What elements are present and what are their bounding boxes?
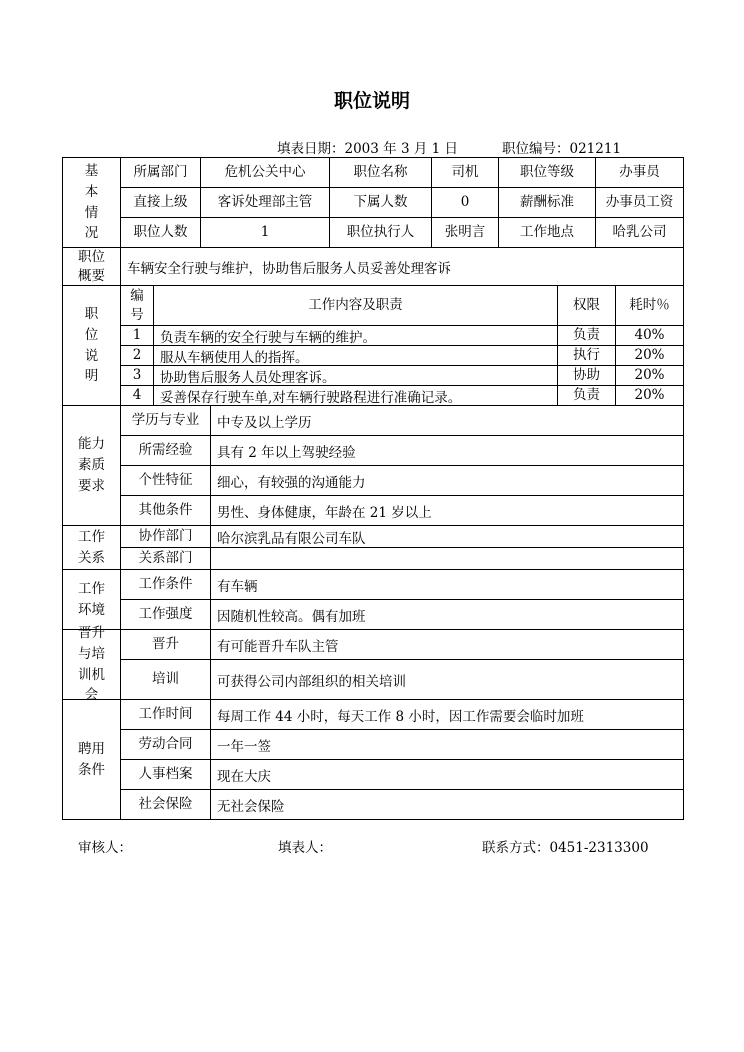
basic-field-label: 薪酬标准: [498, 187, 596, 218]
training-label: 培训: [120, 659, 211, 700]
basic-field-label: 职位人数: [120, 217, 201, 248]
basic-field-value: 客诉处理部主管: [200, 187, 330, 218]
employment-label: 劳动合同: [120, 729, 211, 760]
duty-cell: 负责: [557, 325, 616, 346]
section-basic-text: 基本情况: [84, 162, 99, 242]
duty-cell: 协助: [557, 365, 616, 386]
section-relations-text: 工作关系: [78, 528, 105, 566]
environment-value: 因随机性较高。偶有加班: [210, 599, 684, 630]
duty-cell: 执行: [557, 345, 616, 366]
duty-cell: 服从车辆使用人的指挥。: [153, 345, 558, 366]
basic-field-label: 下属人数: [329, 187, 432, 218]
training-label: 晋升: [120, 629, 211, 660]
basic-field-value: 张明言: [431, 217, 499, 248]
relations-label: 关系部门: [120, 547, 211, 570]
employment-value: 一年一签: [210, 729, 684, 760]
section-training-text: 晋升与培训机会: [78, 624, 105, 704]
filler-label: 填表人：: [278, 840, 332, 856]
basic-field-value: 危机公关中心: [200, 157, 330, 188]
basic-field-label: 职位名称: [329, 157, 432, 188]
duties-header-text: 工作内容及职责: [308, 297, 403, 314]
summary-label-text: 职位概要: [78, 249, 105, 284]
employment-value: 每周工作 44 小时，每天工作 8 小时，因工作需要会临时加班: [210, 699, 684, 730]
ability-value: 中专及以上学历: [210, 405, 684, 436]
basic-field-label: 职位等级: [498, 157, 596, 188]
section-ability: [62, 405, 121, 526]
employment-value: 现在大庆: [210, 759, 684, 790]
section-basic: [62, 157, 121, 248]
duties-header: [153, 285, 558, 326]
ability-value: 具有 2 年以上驾驶经验: [210, 435, 684, 466]
ability-value: 细心，有较强的沟通能力: [210, 465, 684, 496]
relations-label: 协作部门: [120, 525, 211, 548]
contact-info: 联系方式：0451-2313300: [482, 840, 649, 856]
employment-value: 无社会保险: [210, 789, 684, 820]
duties-header-text: 编号: [130, 288, 144, 323]
basic-field-label: 工作地点: [498, 217, 596, 248]
basic-field-value: 1: [200, 217, 330, 248]
section-employment: [62, 699, 121, 820]
training-value: 可获得公司内部组织的相关培训: [210, 659, 684, 700]
environment-value: 有车辆: [210, 569, 684, 600]
duty-cell: 20%: [615, 365, 684, 386]
duty-cell: 20%: [615, 345, 684, 366]
section-environment: [62, 569, 121, 630]
ability-label: 所需经验: [120, 435, 211, 466]
page-title: 职位说明: [333, 90, 410, 112]
fill-date: 填表日期：2003 年 3 月 1 日: [277, 141, 458, 157]
environment-label: 工作强度: [120, 599, 211, 630]
basic-field-label: 直接上级: [120, 187, 201, 218]
ability-label: 其他条件: [120, 495, 211, 526]
duty-cell: 协助售后服务人员处理客诉。: [153, 365, 558, 386]
basic-field-label: 职位执行人: [329, 217, 432, 248]
summary-text: 车辆安全行驶与维护，协助售后服务人员妥善处理客诉: [120, 247, 684, 286]
basic-field-value: 0: [431, 187, 499, 218]
section-duties-text: 职位说明: [84, 305, 99, 385]
duty-cell: 妥善保存行驶车单,对车辆行驶路程进行准确记录。: [153, 385, 558, 406]
duty-cell: 负责: [557, 385, 616, 406]
duties-header-text: 权限: [573, 297, 600, 314]
relations-value: 哈尔滨乳品有限公司车队: [210, 525, 684, 548]
duty-cell: 3: [120, 365, 154, 386]
relations-value: [210, 547, 684, 570]
basic-field-value: 司机: [431, 157, 499, 188]
duties-header-text: 耗时％: [629, 297, 670, 314]
duty-cell: 负责车辆的安全行驶与车辆的维护。: [153, 325, 558, 346]
duty-cell: 20%: [615, 385, 684, 406]
duties-header: [120, 285, 154, 326]
section-ability-text: 能力素质要求: [78, 436, 105, 494]
section-relations: [62, 525, 121, 570]
basic-field-value: 办事员: [595, 157, 684, 188]
employment-label: 人事档案: [120, 759, 211, 790]
duties-header: [557, 285, 616, 326]
duties-header: [615, 285, 684, 326]
environment-label: 工作条件: [120, 569, 211, 600]
duty-cell: 2: [120, 345, 154, 366]
training-value: 有可能晋升车队主管: [210, 629, 684, 660]
employment-label: 社会保险: [120, 789, 211, 820]
ability-label: 学历与专业: [120, 405, 211, 436]
duty-cell: 1: [120, 325, 154, 346]
section-duties: [62, 285, 121, 406]
reviewer-label: 审核人：: [78, 840, 132, 856]
employment-label: 工作时间: [120, 699, 211, 730]
ability-label: 个性特征: [120, 465, 211, 496]
basic-field-label: 所属部门: [120, 157, 201, 188]
section-training: [62, 624, 121, 704]
basic-field-value: 哈乳公司: [595, 217, 684, 248]
position-number: 职位编号：021211: [502, 141, 622, 157]
basic-field-value: 办事员工资: [595, 187, 684, 218]
ability-value: 男性、身体健康，年龄在 21 岁以上: [210, 495, 684, 526]
section-environment-text: 工作环境: [78, 580, 105, 618]
duty-cell: 4: [120, 385, 154, 406]
section-employment-text: 聘用条件: [78, 740, 105, 778]
duty-cell: 40%: [615, 325, 684, 346]
form-meta: [277, 137, 621, 157]
summary-label: [62, 247, 121, 286]
